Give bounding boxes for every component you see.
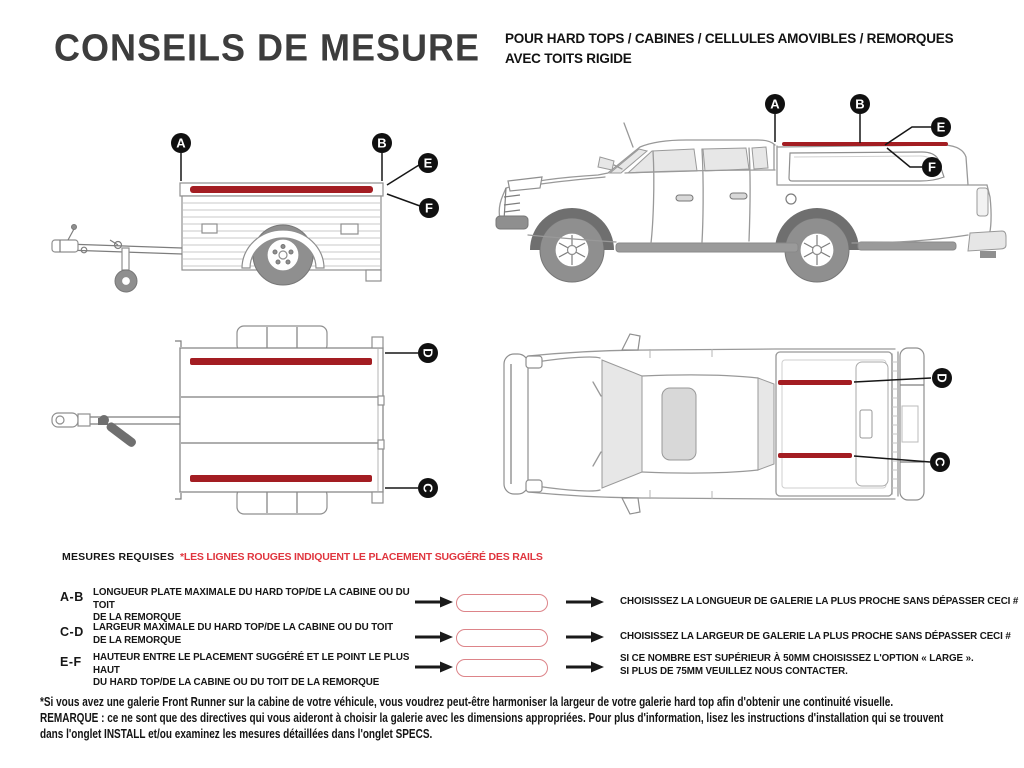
page-title: CONSEILS DE MESURE [54, 26, 481, 70]
suggested-rail-line [778, 380, 852, 385]
label-badge-e [418, 153, 438, 173]
arrow-icon [415, 595, 453, 609]
label-badge-d [418, 343, 438, 363]
label-badge-a [171, 133, 191, 153]
measure-instruction-ef: SI CE NOMBRE EST SUPÉRIEUR À 50MM CHOISISSEZ L'OPTION « LARGE ». SI PLUS DE 75MM VEUILLEZ NOUS CONTACTER. [620, 653, 974, 677]
label-badge-f [419, 198, 439, 218]
arrow-icon [415, 630, 453, 644]
measure-instruction-cd: CHOISISSEZ LA LARGEUR DE GALERIE LA PLUS PROCHE SANS DÉPASSER CECI # [620, 631, 1011, 642]
diagram-truck-top-view [490, 330, 1024, 530]
svg-text:A: A [176, 135, 186, 151]
label-badge-e [931, 117, 951, 137]
label-badge-c [418, 478, 438, 498]
measure-row-cd [0, 620, 1024, 654]
diagram-trailer-side-view [50, 100, 470, 310]
svg-text:F: F [425, 200, 433, 216]
suggested-rail-line [778, 453, 852, 458]
footer-note-line1: *Si vous avez une galerie Front Runner sur la cabine de votre véhicule, vous voudrez peut-être harmoniser la largeur de votre galerie hard top afin d'obtenir une continuité visuelle. [40, 695, 894, 709]
arrow-icon [566, 595, 604, 609]
svg-text:B: B [855, 96, 865, 112]
svg-text:E: E [423, 155, 433, 171]
label-badge-c [930, 452, 950, 472]
measurement-input-cd[interactable] [456, 629, 548, 647]
range-label-cd: C-D [60, 625, 84, 639]
suggested-rail-line [782, 142, 948, 146]
label-badge-b [850, 94, 870, 114]
measure-description-ab: LONGUEUR PLATE MAXIMALE DU HARD TOP/DE LA CABINE OU DU TOIT DE LA REMORQUE [93, 587, 410, 623]
footer-note [40, 694, 1024, 742]
measure-description-ef: HAUTEUR ENTRE LE PLACEMENT SUGGÉRÉ ET LE POINT LE PLUS HAUT DU HARD TOP/DE LA CABINE OU DU TOIT DE LA REMORQUE [93, 652, 410, 688]
measurement-input-ab[interactable] [456, 594, 548, 612]
arrow-icon [415, 660, 453, 674]
rails-note: *LES LIGNES ROUGES INDIQUENT LE PLACEMENT SUGGÉRÉ DES RAILS [180, 551, 543, 563]
suggested-rail-line [190, 358, 372, 365]
measures-heading: MESURES REQUISES [62, 551, 175, 563]
range-label-ab: A-B [60, 590, 84, 604]
svg-text:C: C [932, 457, 948, 467]
label-badge-b [372, 133, 392, 153]
diagram-trailer-top-view [40, 310, 460, 530]
measure-row-ab [0, 585, 1024, 623]
svg-text:A: A [770, 96, 780, 112]
label-badge-a [765, 94, 785, 114]
svg-text:B: B [377, 135, 387, 151]
svg-text:D: D [934, 373, 950, 383]
measure-description-cd: LARGEUR MAXIMALE DU HARD TOP/DE LA CABINE OU DU TOIT DE LA REMORQUE [93, 622, 393, 646]
measurement-input-ef[interactable] [456, 659, 548, 677]
svg-text:F: F [928, 159, 936, 175]
footer-note-line2: REMARQUE : ce ne sont que des directives qui vous aideront à choisir la galerie avec les dimensions appropriées. Pour plus d'information, lisez les instructions d'installation qui se trouvent [40, 711, 944, 725]
arrow-icon [566, 660, 604, 674]
svg-text:E: E [936, 119, 946, 135]
suggested-rail-line [190, 186, 373, 193]
page-subtitle-line2: AVEC TOITS RIGIDE [505, 51, 632, 66]
measure-instruction-ab: CHOISISSEZ LA LONGUEUR DE GALERIE LA PLUS PROCHE SANS DÉPASSER CECI # [620, 596, 1019, 607]
range-label-ef: E-F [60, 655, 82, 669]
measure-row-ef [0, 650, 1024, 688]
label-badge-f [922, 157, 942, 177]
suggested-rail-line [190, 475, 372, 482]
svg-text:C: C [420, 483, 436, 493]
diagram-truck-side-view [490, 85, 1024, 295]
page-subtitle [505, 29, 1005, 69]
svg-text:D: D [420, 348, 436, 358]
page-subtitle-line1: POUR HARD TOPS / CABINES / CELLULES AMOVIBLES / REMORQUES [505, 31, 954, 46]
footer-note-line3: dans l'onglet INSTALL et/ou examinez les mesures détaillées dans l'onglet SPECS. [40, 727, 433, 741]
label-badge-d [932, 368, 952, 388]
arrow-icon [566, 630, 604, 644]
